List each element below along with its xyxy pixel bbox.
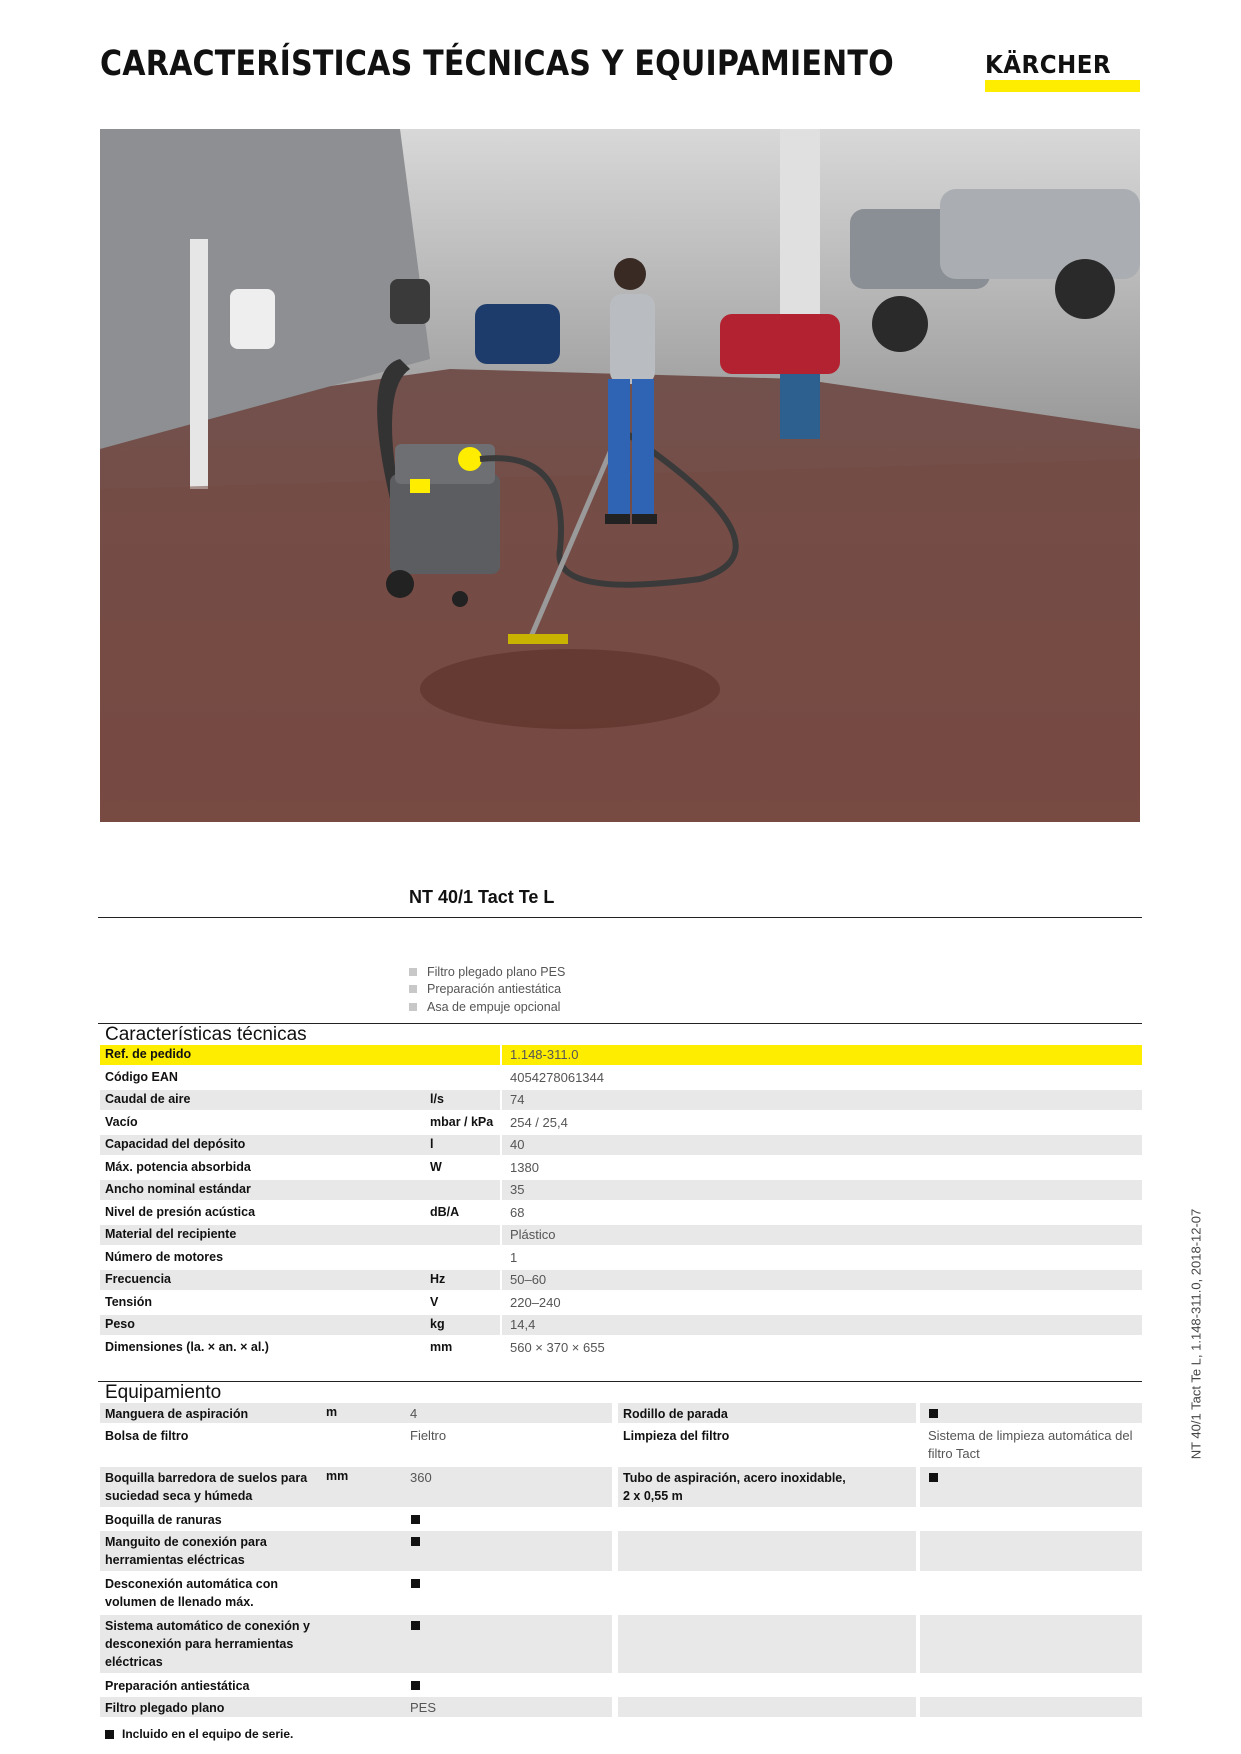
equipment-value-cell xyxy=(402,1531,612,1571)
equipment-label: Limpieza del filtro xyxy=(623,1429,730,1443)
included-bullet-icon xyxy=(411,1621,420,1630)
equipment-unit-cell xyxy=(326,1403,402,1423)
equipment-label-cell xyxy=(100,1573,402,1613)
included-bullet-icon xyxy=(411,1681,420,1690)
square-bullet-icon xyxy=(409,985,417,993)
feature-text: Preparación antiestática xyxy=(427,982,562,997)
spec-label: Nivel de presión acústica xyxy=(105,1204,256,1219)
equipment-value-cell xyxy=(920,1467,1142,1507)
equipment-unit-cell xyxy=(326,1467,402,1507)
table-row xyxy=(100,1135,1142,1155)
feature-item xyxy=(409,963,565,981)
table-row xyxy=(100,1045,1142,1065)
equipment-label: Sistema automático de conexión y desconexión para herramientas eléctricas xyxy=(105,1619,310,1669)
spec-value: 50–60 xyxy=(510,1272,547,1287)
square-bullet-icon xyxy=(409,1003,417,1011)
spec-value: 4054278061344 xyxy=(510,1069,604,1085)
equipment-label-cell xyxy=(618,1425,916,1465)
equipment-value: 360 xyxy=(410,1470,432,1485)
page-title: CARACTERÍSTICAS TÉCNICAS Y EQUIPAMIENTO xyxy=(100,44,894,84)
included-bullet-icon xyxy=(929,1409,938,1418)
equipment-value-cell xyxy=(920,1425,1142,1465)
spec-unit: mm xyxy=(430,1339,453,1354)
feature-text: Filtro plegado plano PES xyxy=(427,964,566,979)
equipment-label-cell xyxy=(100,1675,402,1695)
table-row xyxy=(100,1113,1142,1133)
equipment-label-cell xyxy=(100,1697,402,1717)
divider xyxy=(98,1381,1142,1382)
equipment-unit: m xyxy=(326,1405,338,1419)
table-row xyxy=(100,1270,1142,1290)
table-row xyxy=(100,1338,1142,1358)
equipment-label: Manguera de aspiración xyxy=(105,1407,249,1421)
spec-unit: l xyxy=(430,1137,434,1151)
spec-value: 1 xyxy=(510,1249,518,1265)
spec-label: Ancho nominal estándar xyxy=(105,1182,251,1196)
spec-value: 560 × 370 × 655 xyxy=(510,1339,605,1355)
spec-value: 254 / 25,4 xyxy=(510,1114,568,1130)
equipment-label-cell xyxy=(618,1403,916,1423)
equipment-label-cell xyxy=(100,1509,402,1529)
equipment-label: Desconexión automática con volumen de llenado máx. xyxy=(105,1577,278,1609)
table-row xyxy=(100,1248,1142,1268)
feature-list xyxy=(409,963,565,1016)
spec-unit: Hz xyxy=(430,1272,446,1286)
equipment-label-cell xyxy=(100,1615,402,1673)
equipment-label: Manguito de conexión para herramientas eléctricas xyxy=(105,1535,267,1567)
side-reference: NT 40/1 Tact Te L, 1.148-311.0, 2018-12-07 xyxy=(1188,1208,1204,1460)
feature-text: Asa de empuje opcional xyxy=(427,999,561,1014)
equipment-label: Bolsa de filtro xyxy=(105,1429,189,1443)
spec-value: 1380 xyxy=(510,1159,539,1175)
table-row xyxy=(100,1203,1142,1223)
spec-label: Caudal de aire xyxy=(105,1092,191,1106)
equipment-unit: mm xyxy=(326,1469,349,1483)
feature-item xyxy=(409,998,565,1016)
included-bullet-icon xyxy=(411,1515,420,1524)
spec-value: 68 xyxy=(510,1204,525,1220)
spec-value: 35 xyxy=(510,1182,525,1197)
equipment-value-cell xyxy=(920,1403,1142,1423)
included-bullet-icon xyxy=(411,1579,420,1588)
spec-label: Código EAN xyxy=(105,1069,178,1084)
spec-label: Capacidad del depósito xyxy=(105,1137,246,1151)
equipment-value-cell xyxy=(402,1425,612,1465)
spec-value: 1.148-311.0 xyxy=(510,1047,579,1062)
spec-unit: kg xyxy=(430,1317,445,1331)
hero-photo xyxy=(100,129,1140,822)
equipment-label: Tubo de aspiración, acero inoxidable, 2 x 0,55 m xyxy=(623,1471,846,1503)
spec-value: 220–240 xyxy=(510,1294,561,1310)
included-bullet-icon xyxy=(105,1730,114,1739)
footnote-text: Incluido en el equipo de serie. xyxy=(122,1727,294,1741)
feature-item xyxy=(409,981,565,999)
equipment-label: Rodillo de parada xyxy=(623,1407,728,1421)
equipment-title: Equipamiento xyxy=(105,1382,222,1403)
spec-value: Plástico xyxy=(510,1227,556,1242)
spec-label: Material del recipiente xyxy=(105,1227,237,1241)
square-bullet-icon xyxy=(409,968,417,976)
spec-value: 14,4 xyxy=(510,1317,536,1332)
empty-cell xyxy=(618,1697,916,1717)
spec-unit: W xyxy=(430,1159,442,1174)
equipment-label-cell xyxy=(618,1467,916,1507)
included-bullet-icon xyxy=(929,1473,938,1482)
equipment-value-cell xyxy=(402,1467,612,1507)
spec-label: Tensión xyxy=(105,1294,152,1309)
spec-label: Peso xyxy=(105,1317,135,1331)
specs-title: Características técnicas xyxy=(105,1024,307,1045)
spec-unit: dB/A xyxy=(430,1204,460,1219)
table-row xyxy=(100,1293,1142,1313)
spec-value: 40 xyxy=(510,1137,525,1152)
equipment-label: Boquilla de ranuras xyxy=(105,1513,222,1527)
table-row xyxy=(100,1180,1142,1200)
empty-cell xyxy=(920,1697,1142,1717)
brand-bar xyxy=(985,80,1140,92)
spec-unit: mbar / kPa xyxy=(430,1114,494,1129)
equipment-value: 4 xyxy=(410,1406,418,1421)
equipment-value-cell xyxy=(402,1573,612,1613)
spec-label: Máx. potencia absorbida xyxy=(105,1159,251,1174)
equipment-label-cell xyxy=(100,1425,402,1465)
equipment-label: Filtro plegado plano xyxy=(105,1701,225,1715)
table-row xyxy=(100,1225,1142,1245)
spec-value: 74 xyxy=(510,1092,525,1107)
equipment-value-cell xyxy=(402,1403,612,1423)
spec-label: Vacío xyxy=(105,1114,138,1129)
table-row xyxy=(100,1068,1142,1088)
spec-unit: l/s xyxy=(430,1092,444,1106)
equipment-value-cell xyxy=(402,1697,612,1717)
product-name: NT 40/1 Tact Te L xyxy=(409,887,555,907)
empty-cell xyxy=(920,1531,1142,1571)
empty-cell xyxy=(920,1615,1142,1673)
empty-cell xyxy=(618,1615,916,1673)
equipment-value: PES xyxy=(410,1700,437,1715)
spec-label: Ref. de pedido xyxy=(105,1047,192,1061)
spec-label: Dimensiones (la. × an. × al.) xyxy=(105,1339,269,1354)
spec-label: Número de motores xyxy=(105,1249,224,1264)
brand-name: KÄRCHER xyxy=(985,50,1112,79)
table-row xyxy=(100,1315,1142,1335)
equipment-label-cell xyxy=(100,1531,402,1571)
brand-logo xyxy=(985,50,1140,94)
included-bullet-icon xyxy=(411,1537,420,1546)
spec-unit: V xyxy=(430,1294,439,1309)
empty-cell xyxy=(618,1531,916,1571)
equipment-label: Preparación antiestática xyxy=(105,1679,250,1693)
equipment-value: Sistema de limpieza automática del filtro Tact xyxy=(928,1428,1133,1461)
table-row xyxy=(100,1158,1142,1178)
divider xyxy=(98,917,1142,918)
table-row xyxy=(100,1090,1142,1110)
equipment-value-cell xyxy=(402,1615,612,1673)
spec-label: Frecuencia xyxy=(105,1272,172,1286)
equipment-value-cell xyxy=(402,1675,612,1695)
equipment-label: Boquilla barredora de suelos para suciedad seca y húmeda xyxy=(105,1471,308,1503)
equipment-value: Fieltro xyxy=(410,1428,447,1443)
footnote xyxy=(105,1727,293,1741)
equipment-value-cell xyxy=(402,1509,612,1529)
